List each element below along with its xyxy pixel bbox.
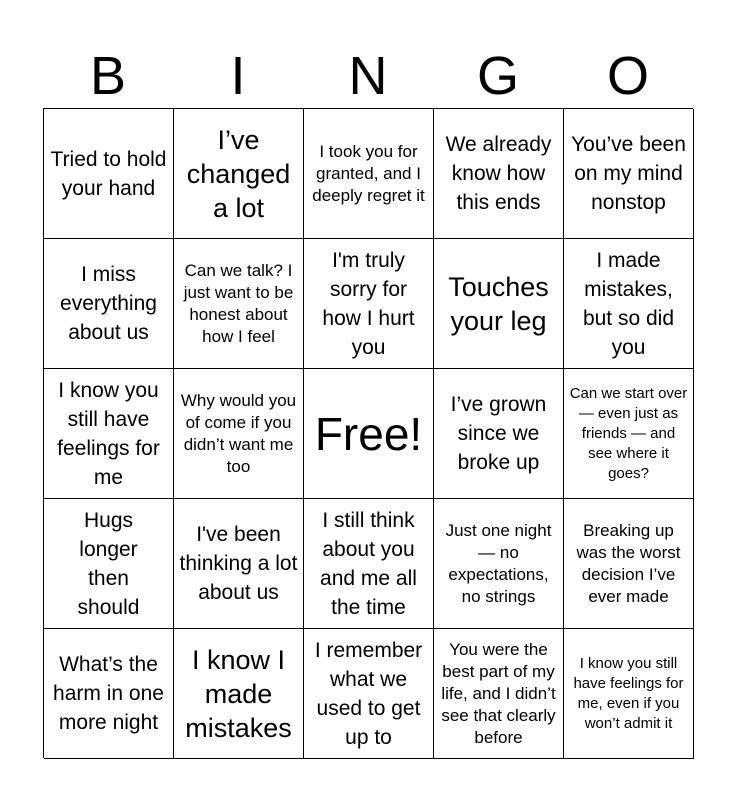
bingo-cell[interactable] <box>174 109 304 239</box>
bingo-cell[interactable] <box>564 499 694 629</box>
header-letter-n: N <box>348 46 388 106</box>
cell-text: Can we talk? I just want to be honest about how I feel <box>183 260 294 346</box>
cell-text: Touches your leg <box>448 271 549 336</box>
bingo-cell[interactable] <box>434 239 564 369</box>
cell-text: You were the best part of my life, and I didn’t see that clearly before <box>441 639 556 747</box>
bingo-cell[interactable] <box>434 499 564 629</box>
cell-text: We already know how this ends <box>445 133 552 214</box>
free-space-label: Free! <box>314 407 423 460</box>
bingo-cell[interactable] <box>564 239 694 369</box>
cell-text: I know I made mistakes <box>185 644 292 743</box>
cell-text: I’ve grown since we broke up <box>450 393 547 474</box>
cell-text: I know you still have feelings for me, even if you won’t admit it <box>573 654 684 732</box>
cell-text: I miss everything about us <box>60 263 157 344</box>
cell-text: Can we start over — even just as friends — and see where it goes? <box>569 384 688 482</box>
bingo-cell[interactable] <box>44 369 174 499</box>
cell-text: I remember what we used to get up to <box>314 638 423 749</box>
cell-text: I made mistakes, but so did you <box>582 248 675 359</box>
cell-text: I know you still have feelings for me <box>57 378 160 489</box>
cell-text: Why would you of come if you didn’t want me too <box>180 390 297 476</box>
cell-text: You’ve been on my mind nonstop <box>571 133 686 214</box>
header-letter-g: G <box>476 46 519 106</box>
bingo-cell[interactable] <box>434 369 564 499</box>
cell-text: I've been thinking a lot about us <box>179 523 298 604</box>
bingo-cell[interactable] <box>174 239 304 369</box>
cell-text: I'm truly sorry for how I hurt you <box>322 248 415 359</box>
cell-text: I took you for granted, and I deeply regret it <box>312 141 425 205</box>
bingo-cell[interactable] <box>564 369 694 499</box>
bingo-cell[interactable] <box>434 109 564 239</box>
bingo-cell[interactable] <box>174 499 304 629</box>
bingo-cell[interactable] <box>174 629 304 759</box>
bingo-cell[interactable] <box>304 109 434 239</box>
bingo-board <box>43 108 693 758</box>
bingo-cell[interactable] <box>174 369 304 499</box>
bingo-cell[interactable] <box>44 239 174 369</box>
bingo-cell[interactable] <box>564 629 694 759</box>
cell-text: What’s the harm in one more night <box>53 653 164 734</box>
cell-text: Hugs longer then should <box>77 508 140 619</box>
cell-text: Tried to hold your hand <box>50 147 167 200</box>
bingo-cell[interactable] <box>304 239 434 369</box>
header-letter-b: B <box>89 46 127 106</box>
header-letter-o: O <box>606 46 649 106</box>
bingo-cell[interactable] <box>44 629 174 759</box>
bingo-cell[interactable] <box>564 109 694 239</box>
bingo-cell[interactable] <box>434 629 564 759</box>
header-letter-i: I <box>230 46 246 106</box>
bingo-cell[interactable] <box>44 109 174 239</box>
cell-text: I still think about you and me all the time <box>320 508 417 619</box>
bingo-cell[interactable] <box>44 499 174 629</box>
cell-text: Breaking up was the worst decision I’ve ever made <box>576 520 681 606</box>
cell-text: Just one night — no expectations, no strings <box>445 520 552 606</box>
bingo-cell-free[interactable] <box>304 369 434 499</box>
bingo-header <box>43 44 693 108</box>
cell-text: I’ve changed a lot <box>186 124 291 223</box>
bingo-cell[interactable] <box>304 629 434 759</box>
bingo-cell[interactable] <box>304 499 434 629</box>
